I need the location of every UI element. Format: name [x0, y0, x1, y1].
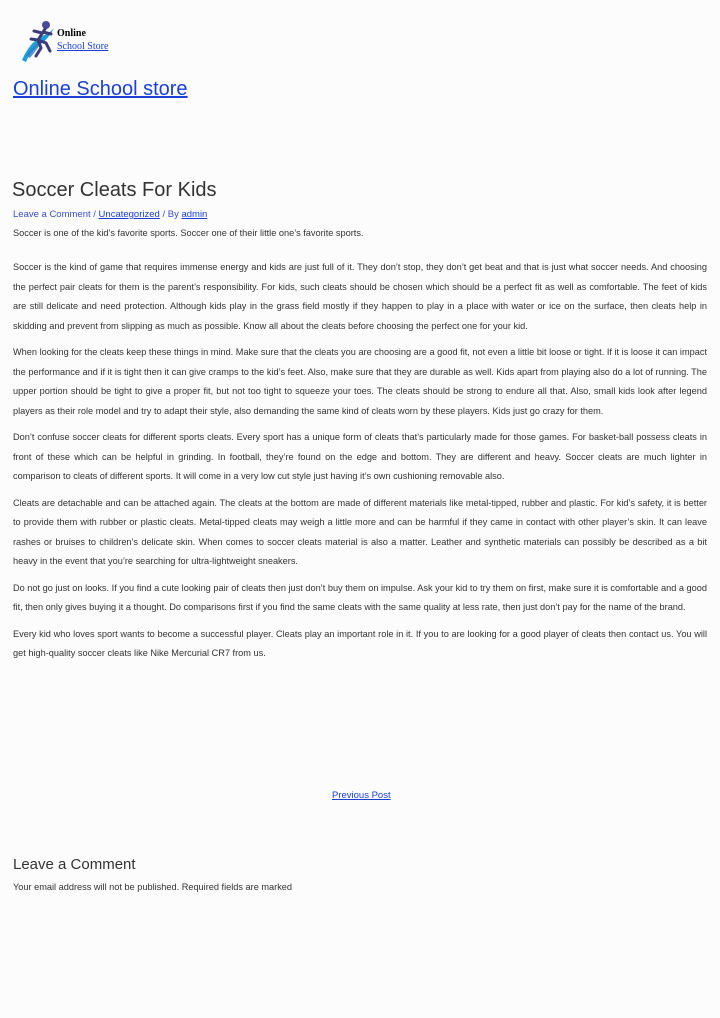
logo-line-school-store[interactable]: School Store	[57, 41, 109, 52]
leave-comment-link[interactable]: Leave a Comment	[13, 209, 91, 220]
runner-logo-icon[interactable]	[16, 16, 58, 66]
meta-by: / By	[159, 209, 182, 220]
paragraph: Every kid who loves sport wants to become a successful player. Cleats play an important role in it. If you to are looking for a good player of cleats then contact us. You will get high-quality soccer cleats like Nike Mercurial CR7 from us.	[13, 628, 707, 658]
paragraph: Don’t confuse soccer cleats for different sports cleats. Every sport has a unique form of cleats that’s particularly made for those games. For basket-ball possess cleats in front of these which can be helpful in grinding. In football, they’re found on the edge and bottom. They are different and heavy. Soccer cleats are much lighter in comparison to cleats of different sports. It will come in a very low cut style just having it’s own cushioning removable also.	[13, 432, 707, 481]
paragraph: Cleats are detachable and can be attached again. The cleats at the bottom are made of different materials like metal-tipped, rubber and plastic. For kid’s safety, it is better to provide them with rubber or plastic cleats. Metal-tipped cleats may weigh a little more and can be harmful if they came in contact with other player’s skin. It can leave rashes or bruises to children’s delicate skin. When comes to soccer cleats material is also a matter. Leather and synthetic materials can possibly be described as a bit heavy in the event that you’re searching for ultra-lightweight sneakers.	[13, 497, 707, 566]
paragraph: Do not go just on looks. If you find a cute looking pair of cleats then just don’t buy them on impulse. Ask your kid to try them on first, make sure it is comfortable and a good fit, then only gives buying it a thought. Do comparisons first if you find the same cleats with the same quality at less rate, then just don’t pay for the name of the brand.	[13, 582, 707, 612]
previous-post-link[interactable]: Previous Post	[332, 790, 391, 801]
site-title-link[interactable]: Online School store	[13, 78, 188, 100]
paragraph: Soccer is the kind of game that requires immense energy and kids are just full of it. They don’t stop, they don’t get beat and that is just what soccer needs. And choosing the perfect pair cleats for them is the parent’s responsibility. For kids, such cleats should be chosen which should be a perfect fit as well as comfortable. The feet of kids are still delicate and need protection. Although kids play in the grass field mostly if they happen to play in a place with water or ice on the surface, then cleats help in skidding and prevent from slipping as much as possible. Know all about the cleats before choosing the perfect one for your kid.	[13, 262, 707, 331]
post-meta	[13, 209, 207, 221]
post-content	[13, 223, 707, 664]
site-header	[16, 16, 216, 68]
post-title: Soccer Cleats For Kids	[12, 179, 217, 201]
meta-separator: /	[90, 209, 99, 220]
comment-section-title: Leave a Comment	[13, 856, 136, 873]
author-link[interactable]: admin	[181, 209, 208, 220]
logo-text[interactable]	[57, 27, 108, 53]
category-link[interactable]: Uncategorized	[98, 209, 160, 220]
comment-notice: Your email address will not be published. Required fields are marked	[13, 882, 293, 892]
paragraph: Soccer is one of the kid’s favorite sports. Soccer one of their little one’s favorite sports.	[13, 228, 364, 238]
logo-line-online: Online	[57, 28, 86, 39]
paragraph: When looking for the cleats keep these things in mind. Make sure that the cleats you are choosing are a good fit, not even a little bit loose or tight. If it is loose it can impact the performance and if it is tight then it can give cramps to the kid’s feet. Also, make sure that they are durable as well. Kids apart from playing also do a lot of running. The upper portion should be tight to give a proper fit, but not too tight to squeeze your toes. The cleats should be strong to endure all that. Also, small kids look after legend players as their role model and try to adapt their style, also demanding the same kind of cleats worn by these players. Kids just go crazy for them.	[13, 347, 707, 416]
